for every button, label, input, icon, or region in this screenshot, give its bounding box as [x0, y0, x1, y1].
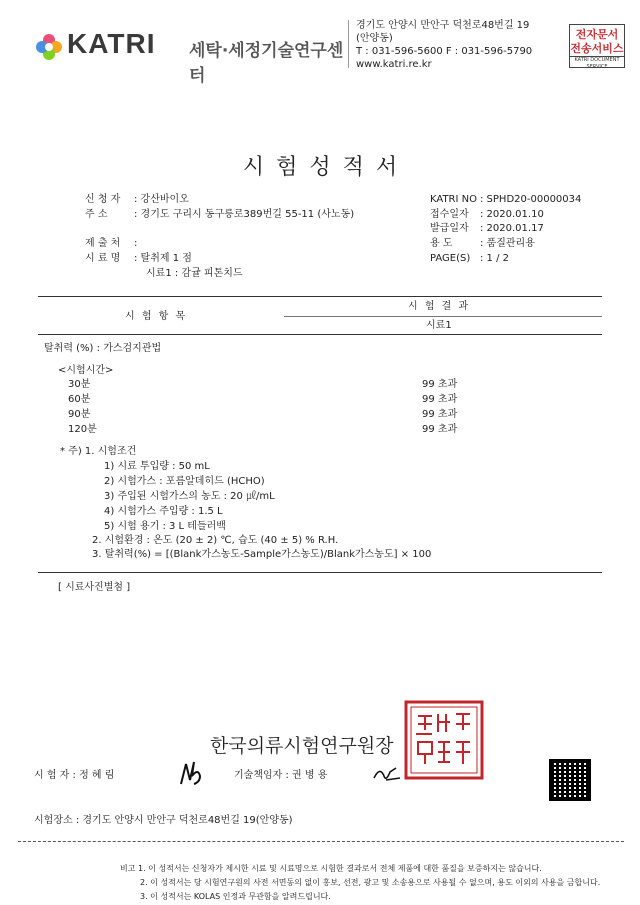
katri-logo [34, 28, 349, 86]
badge-line-1: 전자문서 [575, 28, 619, 41]
katri-no-value: : SPHD20-00000034 [480, 194, 582, 205]
purpose-value: : 품질관리용 [480, 238, 535, 249]
condition-3: 3) 주입된 시험가스의 농도 : 20 ㎕/mL [104, 491, 275, 502]
organization-name: 한국의류시험연구원장 [210, 735, 394, 757]
condition-2: 2) 시험가스 : 포름알데히드 (HCHO) [104, 476, 265, 487]
issued-value: : 2020.01.17 [480, 223, 544, 234]
table-bottom-rule [38, 572, 602, 573]
header-website: www.katri.re.kr [356, 59, 432, 70]
result-header-rule [284, 316, 602, 317]
address-value: : 경기도 구리시 동구릉로389번길 55-11 (사노동) [134, 209, 355, 220]
test-result-header: 시 험 결 과 [408, 301, 471, 312]
notes-heading: * 주) 1. 시험조건 [60, 446, 137, 457]
received-label: 접수일자 [430, 209, 469, 220]
header-address-1: 경기도 안양시 만안구 덕천로48번길 19 [356, 20, 530, 31]
official-seal [404, 700, 484, 780]
row-value: 99 초과 [422, 424, 458, 435]
test-name: 탈취력 (%) : 가스검지관법 [44, 343, 162, 354]
received-value: : 2020.01.10 [480, 209, 544, 220]
row-value: 99 초과 [422, 379, 458, 390]
verification-qr-code[interactable] [549, 759, 591, 801]
address-label: 주 소 [85, 209, 108, 220]
flower-logo-icon [34, 32, 64, 62]
org-name-kr: 세탁·세정기술연구센터 [189, 41, 344, 86]
submitter-value: : [134, 238, 138, 249]
technical-manager-label: 기술책임자 : 권 병 용 [234, 770, 328, 781]
header-divider [348, 20, 349, 68]
test-environment: 2. 시험환경 : 온도 (20 ± 2) ℃, 습도 (40 ± 5) % R.H. [92, 535, 339, 546]
applicant-value: : 강산바이오 [134, 194, 189, 205]
condition-5: 5) 시험 용기 : 3 L 테들러백 [104, 521, 226, 532]
row-time: 90분 [68, 409, 91, 420]
condition-4: 4) 시험가스 주입량 : 1.5 L [104, 506, 223, 517]
time-group-label: <시험시간> [58, 365, 114, 376]
e-document-badge [569, 24, 625, 68]
sample-column-header: 시료1 [426, 320, 452, 331]
row-value: 99 초과 [422, 409, 458, 420]
test-item-header: 시 험 항 목 [125, 311, 188, 322]
badge-line-2: 전송서비스 [570, 42, 624, 55]
seal-icon [404, 700, 484, 780]
footer-rule [18, 841, 624, 842]
header-contact: T : 031-596-5600 F : 031-596-5790 [356, 46, 533, 57]
sample-label: 시 료 명 [85, 253, 121, 264]
issued-label: 발급일자 [430, 223, 469, 234]
sample-detail: 시료1 : 감귤 피톤치드 [146, 268, 243, 279]
submitter-label: 제 출 처 [85, 238, 121, 249]
table-top-rule [38, 296, 602, 297]
page-value: : 1 / 2 [480, 253, 509, 264]
row-time: 30분 [68, 379, 91, 390]
sample-value: : 탈취제 1 점 [134, 253, 192, 264]
katri-no-label: KATRI NO [430, 194, 477, 205]
tester-label: 시 험 자 : 정 혜 림 [34, 770, 115, 781]
tester-signature-icon [178, 758, 204, 788]
photo-attachment-note: [ 시료사진별첨 ] [58, 582, 131, 593]
header-address-2: (안양동) [356, 33, 393, 44]
purpose-label: 용 도 [430, 238, 453, 249]
page-label: PAGE(S) [430, 253, 471, 264]
table-header-rule [38, 334, 602, 335]
row-value: 99 초과 [422, 394, 458, 405]
applicant-label: 신 청 자 [85, 194, 121, 205]
badge-sub: KATRI DOCUMENT SERVICE [570, 56, 624, 71]
test-location: 시험장소 : 경기도 안양시 만안구 덕천로48번길 19(안양동) [34, 815, 293, 826]
footnote-2: 2. 이 성적서는 당 시험연구원의 사전 서면동의 없이 홍보, 선전, 광고 및 소송용으로 사용될 수 없으며, 용도 이외의 사용을 금합니다. [140, 878, 601, 887]
deodorization-formula: 3. 탈취력(%) = [(Blank가스농도-Sample가스농도)/Blank가스농도] × 100 [92, 549, 432, 560]
row-time: 120분 [68, 424, 97, 435]
manager-signature-icon [372, 764, 402, 784]
condition-1: 1) 시료 투입량 : 50 mL [104, 461, 210, 472]
row-time: 60분 [68, 394, 91, 405]
logo-wordmark: KATRI [67, 28, 156, 59]
document-title: 시험성적서 [242, 155, 410, 180]
footnote-3: 3. 이 성적서는 KOLAS 인정과 무관함을 알려드립니다. [140, 892, 331, 901]
footnote-1: 비고 1. 이 성적서는 신청자가 제시한 시료 및 시료명으로 시험한 결과로서 전체 제품에 대한 품질을 보증하지는 않습니다. [120, 864, 542, 873]
